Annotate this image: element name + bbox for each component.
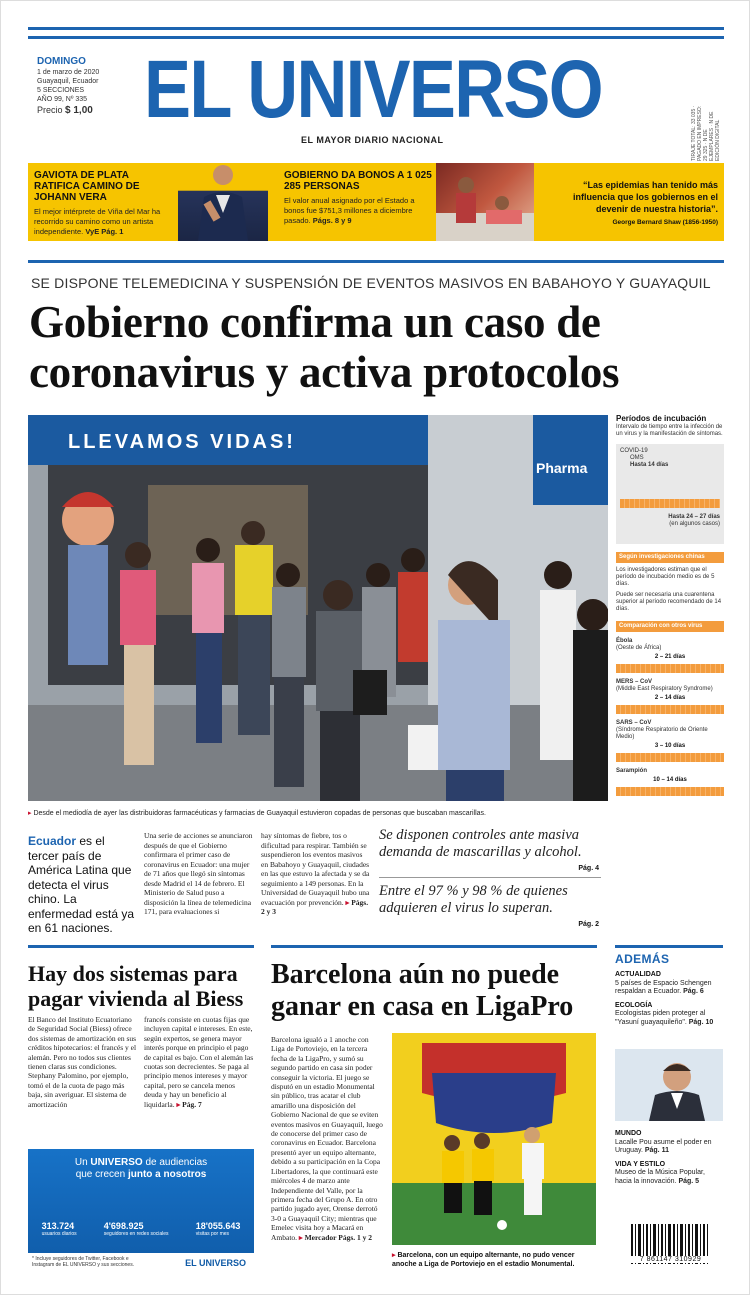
covid-range1: Hasta 14 días <box>630 462 669 468</box>
virus-name: SARS – CoV <box>616 720 652 726</box>
covid-oms: OMS <box>630 455 644 461</box>
promo-ref: VyE Pág. 1 <box>85 227 124 236</box>
section-rule <box>615 945 723 948</box>
quote-text: “Las epidemias han tenido más influencia que los gobiernos en el devenir de nuestra historia”. <box>572 180 718 214</box>
price-value: $ 1,00 <box>65 105 93 116</box>
edition-info <box>37 56 142 115</box>
ad-stat: 313.724 usuarios diarios <box>41 1221 77 1237</box>
incubation-infographic <box>616 415 724 925</box>
virus-desc: (Middle East Respiratory Syndrome) <box>616 686 713 692</box>
quote-box <box>558 163 724 241</box>
section-rule <box>28 260 724 263</box>
lead-summary <box>28 834 136 936</box>
compare-label: Comparación con otros virus <box>616 621 724 632</box>
promo-desc: El mejor intérprete de Viña del Mar ha recorrido su camino como un artista independiente. VyE Pág. 1 <box>34 207 161 236</box>
study-note1: Los investigadores estiman que el período de incubación medio es de 5 días. <box>616 567 715 587</box>
ademas-item-actualidad[interactable]: ACTUALIDAD 5 países de Espacio Schengen respaldan a Ecuador. Pág. 6 <box>615 971 712 995</box>
section-rule <box>28 945 254 948</box>
lacalle-pou-photo <box>615 1049 723 1121</box>
housing-headline[interactable]: Hay dos sistemas para pagar vivienda al Biess <box>28 961 244 1011</box>
sports-caption: ▸ Barcelona, con un equipo alternante, no pudo vencer anoche a Liga de Portoviejo en el estadio Monumental. <box>392 1252 575 1268</box>
ademas-item-vida[interactable]: VIDA Y ESTILO Museo de la Música Popular, hacia la innovación. Pág. 5 <box>615 1160 705 1185</box>
lead-keyword: Ecuador <box>28 834 77 848</box>
slogan: EL MAYOR DIARIO NACIONAL <box>301 135 444 145</box>
lead-body-col-a: Una serie de acciones se anunciaron después de que el Gobierno confirmara el primer caso de coronavirus en Ecuador: una mujer de 71 años que llegó sin síntomas desde Madrid el 14 de febrero. El Ministerio de Salud puso a disposición la línea de telemedicina 171, para evaluaciones si <box>144 831 253 916</box>
singer-photo <box>178 163 268 241</box>
edition-price <box>37 106 142 115</box>
family-photo <box>436 163 534 241</box>
sports-photo <box>392 1033 596 1245</box>
promo-strip <box>28 163 724 241</box>
lead-photo <box>28 415 608 801</box>
caption-text: Desde el mediodía de ayer las distribuidoras farmacéuticas y farmacias de Guayaquil estuvieron copadas de personas que buscaban mascarillas. <box>33 810 486 817</box>
circulation-codes: TIRAJE TOTAL: 33 035 · PAGADO EN IMPRESO: 29 325 · N DE EJEMPLARES · N DE EDICIÓN DIGITAL <box>691 105 721 161</box>
covid-bar <box>620 499 720 508</box>
caption-marker: ▸ <box>28 810 32 817</box>
page-ref: Mercador Págs. 1 y 2 <box>304 1232 372 1242</box>
covid-range2: Hasta 24 – 27 días <box>668 514 720 520</box>
page-ref: Pág. 7 <box>182 1099 202 1109</box>
housing-body-col2: francés consiste en cuotas fijas que incluyen capital e intereses. En este, según expertos, se genera mayor interés porque en principio el pago de capital es bajo. Con el alemán las cuotas son decrecientes. Se paga al principio menos intereses y mayor capital, pero se cancela menos deuda y hay un beneficio al liquidarla. ▸ Pág. 7 <box>144 1015 254 1109</box>
covid-label: COVID-19 <box>620 448 648 454</box>
virus-desc: (Síndrome Respiratorio de Oriente Medio) <box>616 727 708 740</box>
masthead-top-rule <box>28 27 724 39</box>
divider <box>379 877 601 878</box>
virus-bar <box>616 705 724 714</box>
virus-bar <box>616 664 724 673</box>
section-rule <box>271 945 597 948</box>
ad-stat: 18'055.643 visitas por mes <box>195 1221 241 1237</box>
ademas-title: ADEMÁS <box>615 952 670 966</box>
virus-range: 2 – 21 días <box>654 654 686 660</box>
newspaper-logo[interactable]: EL UNIVERSO <box>144 44 602 135</box>
sports-headline[interactable]: Barcelona aún no puede ganar en casa en LigaPro <box>271 959 574 1022</box>
subhead-recovery[interactable]: Entre el 97 % y 98 % de quienes adquieren el virus lo superan. <box>379 883 568 916</box>
ad-headline: Un UNIVERSO de audiencias que crecen junto a nosotros <box>74 1157 208 1180</box>
ad-note: * Incluye seguidores de Twitter, Facebook e Instagram de EL UNIVERSO y sus secciones. <box>32 1256 135 1268</box>
subhead-ref: Pág. 4 <box>578 865 599 872</box>
lead-kicker: SE DISPONE TELEMEDICINA Y SUSPENSIÓN DE EVENTOS MASIVOS EN BABAHOYO Y GUAYAQUIL <box>31 275 711 291</box>
ad-stat: 4'698.925 seguidores en redes sociales <box>103 1221 169 1237</box>
virus-name: MERS – CoV <box>616 679 653 685</box>
ad-brand: EL UNIVERSO <box>185 1258 246 1268</box>
edition-city: Guayaquil, Ecuador <box>37 78 99 85</box>
info-title: Períodos de incubación <box>616 414 707 423</box>
virus-range: 2 – 14 días <box>654 695 686 701</box>
barcode-number: 7 861147 310929 <box>623 1256 718 1263</box>
promo-item-johann-vera[interactable] <box>28 163 178 241</box>
virus-name: Sarampión <box>616 768 648 774</box>
quote-author: George Bernard Shaw (1856-1950) <box>612 219 718 226</box>
covid-note: (en algunos casos) <box>669 521 720 527</box>
covid-box <box>616 444 724 544</box>
housing-body-col1: El Banco del Instituto Ecuatoriano de Seguridad Social (Biess) ofrece dos sistemas de amortización en sus créditos hipotecarios: el francés y el alemán. Pero no todos sus clientes tienen claras sus condiciones. Stephany Palomino, por ejemplo, tomó el de la cuota de pago más baja, sin averiguar. El sistema de amortización <box>28 1015 137 1109</box>
ad-stats <box>28 1221 254 1237</box>
virus-range: 3 – 10 días <box>654 743 686 749</box>
pharmacy-sign: LLEVAMOS VIDAS! <box>68 431 296 453</box>
ademas-item-ecologia[interactable]: ECOLOGÍA Ecologistas piden proteger al "Yasuní guayaquileño". Pág. 10 <box>615 1001 714 1026</box>
edition-sections: 5 SECCIONES <box>37 87 85 94</box>
audience-ad[interactable] <box>28 1149 254 1275</box>
promo-title: GOBIERNO DA BONOS A 1 025 285 PERSONAS <box>284 170 432 192</box>
subhead-mascarillas[interactable]: Se disponen controles ante masiva demanda de mascarillas y alcohol. <box>379 827 582 860</box>
ademas-sidebar <box>615 945 723 1027</box>
lead-text: es el tercer país de América Latina que detecta el virus chino. La enfermedad está ya en 61 naciones. <box>28 834 135 935</box>
edition-day: DOMINGO <box>37 56 86 67</box>
virus-desc: (Oeste de África) <box>616 645 662 651</box>
lead-body-col-b: hay síntomas de fiebre, tos o dificultad para respirar. También se suspendieron los eventos masivos en Babahoyo y Guayaquil, ciudades en las que estuvo la afectada y se da seguimiento a 149 personas. En la Universidad de Guayaquil hubo una evacuación por prevención. ▸ Págs. 2 y 3 <box>261 831 370 916</box>
promo-desc: El valor anual asignado por el Estado a bonos fue $751,3 millones a diciembre pasado. Págs. 8 y 9 <box>284 196 415 225</box>
edition-date: 1 de marzo de 2020 <box>37 69 100 76</box>
ademas-sidebar-2 <box>615 1125 723 1186</box>
study-note2: Puede ser necesaria una cuarentena superior al período recomendado de 14 días. <box>616 592 722 612</box>
study-label: Según investigaciones chinas <box>616 552 724 563</box>
pharmacy-sign-2: Pharma <box>536 460 588 476</box>
promo-title: GAVIOTA DE PLATA RATIFICA CAMINO DE JOHANN VERA <box>34 170 140 203</box>
price-label: Precio <box>37 105 63 115</box>
sports-body: Barcelona igualó a 1 anoche con Liga de Portoviejo, en la tercera fecha de la LigaPro, y sumó su segundo partido en casa sin poder conseguir la victoria. El juego se disputó en un estadio Monumental sin público, tras acatar el club amarillo una disposición del Gobierno Nacional de que se eviten eventos masivos en Guayaquil, luego de conocerse del primer caso de coronavirus en Ecuador. Barcelona presentó ayer un equipo alternante, debido a su participación en la Copa Libertadores, la que continuará este miércoles 4 de marzo ante Independiente del Valle, por la primera fecha del Grupo A. En otro partido jugado ayer, Orense derrotó 3-0 a Guayaquil City; mientras que Emelec visita hoy a Macará en Ambato. ▸ Mercador Págs. 1 y 2 <box>271 1035 383 1242</box>
virus-range: 10 – 14 días <box>653 777 687 783</box>
ademas-item-mundo[interactable]: MUNDO Lacalle Pou asume el poder en Uruguay. Pág. 11 <box>615 1130 712 1154</box>
page-ref: Págs. 2 y 3 <box>261 897 369 916</box>
subhead-ref: Pág. 2 <box>578 921 599 928</box>
info-subtitle: Intervalo de tiempo entre la infección de un virus y la manifestación de síntomas. <box>616 424 723 437</box>
virus-bar <box>616 787 724 796</box>
lead-headline[interactable]: Gobierno confirma un caso de coronavirus y activa protocolos <box>29 297 620 397</box>
ad-footer <box>28 1253 254 1275</box>
edition-year: AÑO 99, Nº 335 <box>37 96 88 103</box>
promo-ref: Págs. 8 y 9 <box>312 216 352 225</box>
virus-name: Ébola <box>616 638 633 644</box>
lead-photo-caption <box>28 809 608 817</box>
virus-bar <box>616 753 724 762</box>
promo-item-bonos[interactable] <box>278 163 438 241</box>
